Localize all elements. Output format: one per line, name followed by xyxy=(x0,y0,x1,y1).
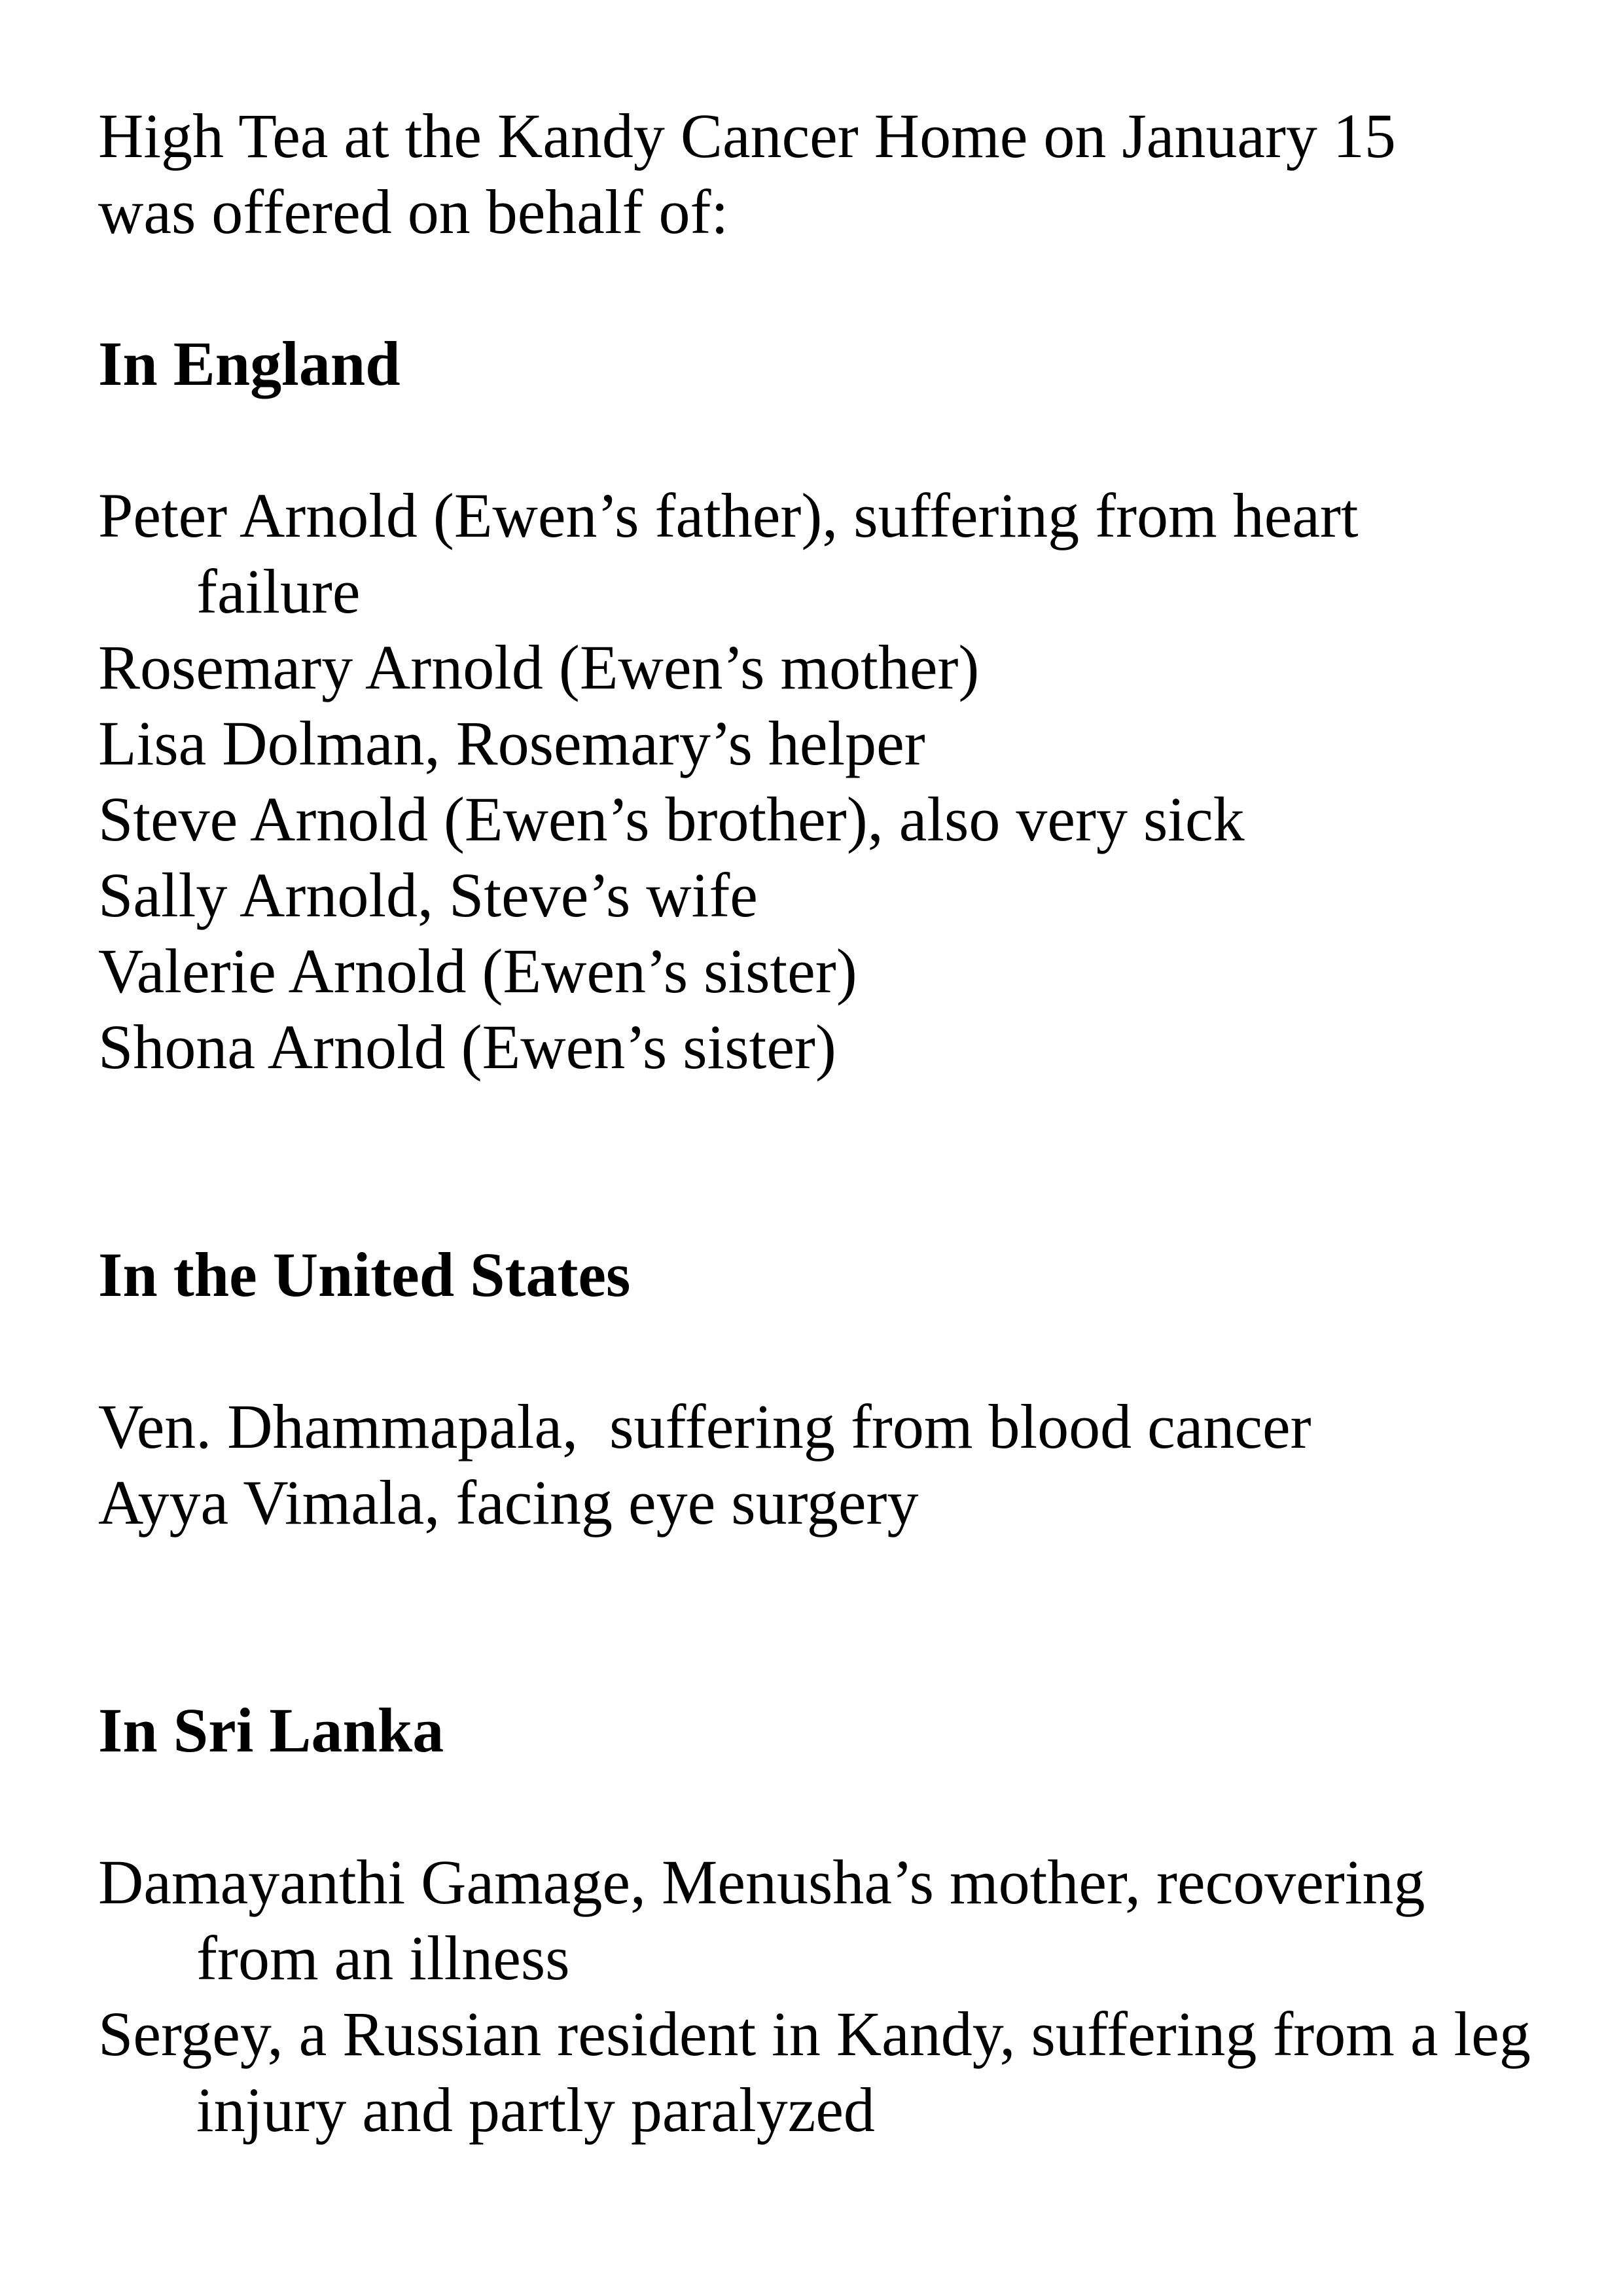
section-heading: In the United States xyxy=(98,1240,631,1310)
section-england xyxy=(98,326,1538,1085)
list-item: Lisa Dolman, Rosemary’s helper xyxy=(98,708,925,778)
list-item: Damayanthi Gamage, Menusha’s mother, recovering from an illness xyxy=(98,1847,1425,1993)
list-item: Ven. Dhammapala, suffering from blood cancer xyxy=(98,1391,1311,1462)
spacer xyxy=(98,1313,1538,1389)
spacer xyxy=(98,402,1538,478)
list-item: Shona Arnold (Ewen’s sister) xyxy=(98,1012,836,1082)
name-list xyxy=(98,1389,1538,1541)
document-page xyxy=(98,98,1538,2148)
list-item: Peter Arnold (Ewen’s father), suffering from heart failure xyxy=(98,480,1359,626)
section-united-states xyxy=(98,1237,1538,1541)
list-item: Steve Arnold (Ewen’s brother), also very sick xyxy=(98,784,1245,854)
spacer xyxy=(98,250,1538,326)
intro-line-2: was offered on behalf of: xyxy=(98,177,729,247)
intro-line-1: High Tea at the Kandy Cancer Home on January 15 xyxy=(98,101,1396,171)
name-list xyxy=(98,1844,1538,2148)
list-item: Valerie Arnold (Ewen’s sister) xyxy=(98,936,857,1006)
section-heading: In England xyxy=(98,329,401,399)
section-sri-lanka xyxy=(98,1693,1538,2148)
name-list xyxy=(98,478,1538,1085)
section-heading: In Sri Lanka xyxy=(98,1695,444,1765)
list-item: Sally Arnold, Steve’s wife xyxy=(98,860,758,930)
spacer xyxy=(98,1768,1538,1844)
spacer xyxy=(98,1085,1538,1237)
list-item: Sergey, a Russian resident in Kandy, suffering from a leg injury and partly paralyzed xyxy=(98,1999,1531,2145)
spacer xyxy=(98,1541,1538,1693)
list-item: Rosemary Arnold (Ewen’s mother) xyxy=(98,632,980,702)
list-item: Ayya Vimala, facing eye surgery xyxy=(98,1467,919,1537)
intro-paragraph xyxy=(98,98,1538,250)
